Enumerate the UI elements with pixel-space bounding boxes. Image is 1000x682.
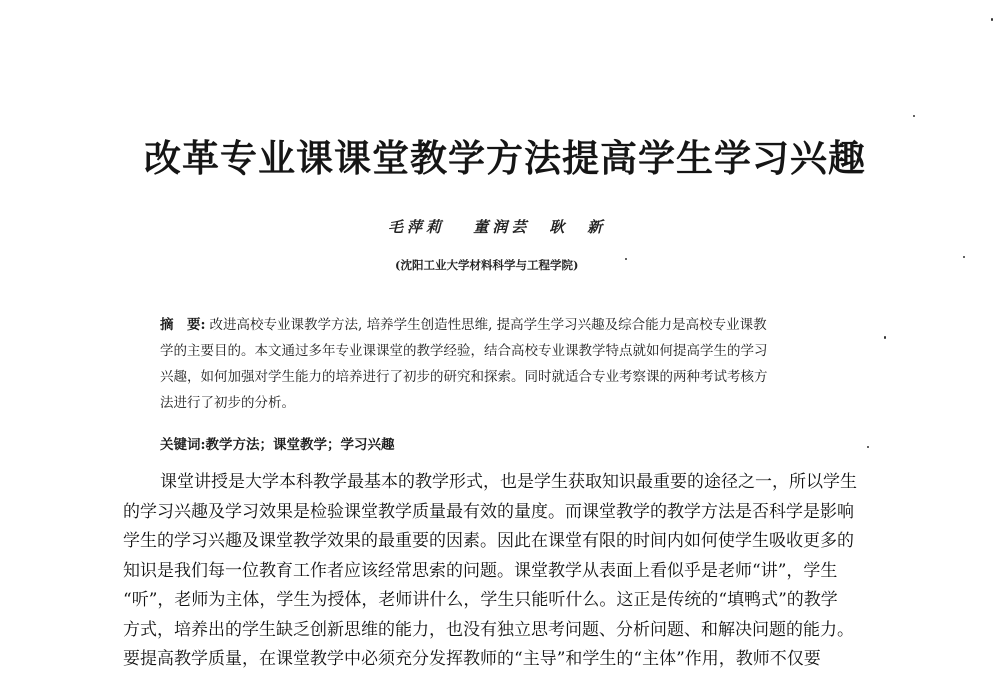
- abstract-line: 法进行了初步的分析。: [160, 395, 295, 411]
- scan-speck: [991, 18, 993, 21]
- abstract-line: 摘 要: 改进高校专业课教学方法, 培养学生创造性思维, 提高学生学习兴趣及综合能力是高校专业课教: [160, 317, 767, 333]
- body-line: “听”，老师为主体，学生为授体，老师讲什么，学生只能听什么。这正是传统的“填鸭式”的教学: [123, 590, 838, 610]
- scan-speck: [867, 446, 869, 448]
- body-line: 课堂讲授是大学本科教学最基本的教学形式，也是学生获取知识最重要的途径之一，所以学生: [160, 472, 857, 492]
- body-text: [0, 468, 1000, 675]
- keywords: [160, 433, 860, 453]
- scan-speck: [884, 336, 886, 339]
- scan-speck: [913, 115, 915, 117]
- scan-speck: [625, 258, 627, 260]
- abstract-line: 兴趣，如何加强对学生能力的培养进行了初步的研究和探索。同时就适合专业考察课的两种考试考核方: [160, 369, 768, 385]
- affiliation: (沈阳工业大学材料科学与工程学院): [395, 258, 579, 272]
- scan-speck: [963, 256, 965, 258]
- abstract-label: 摘 要:: [160, 317, 206, 333]
- body-line: 学生的学习兴趣及课堂教学效果的最重要的因素。因此在课堂有限的时间内如何使学生吸收更多的: [123, 531, 854, 551]
- keywords-label: 关键词:: [160, 437, 206, 453]
- paper-title: 改革专业课课堂教学方法提高学生学习兴趣: [144, 136, 866, 180]
- keywords-text: 教学方法；课堂教学；学习兴趣: [205, 437, 395, 453]
- body-line: 知识是我们每一位教育工作者应该经常思索的问题。课堂教学从表面上看似乎是老师“讲”，学生: [123, 560, 838, 581]
- body-line: 要提高教学质量，在课堂教学中必须充分发挥教师的“主导”和学生的“主体”作用，教师不仅要: [123, 649, 821, 669]
- body-line: 方式，培养出的学生缺乏创新思维的能力，也没有独立思考问题、分析问题、和解决问题的能力。: [123, 619, 854, 640]
- abstract-line: 学的主要目的。本文通过多年专业课课堂的教学经验，结合高校专业课教学特点就如何提高学生的学习: [160, 343, 768, 359]
- body-line: 的学习兴趣及学习效果是检验课堂教学质量最有效的量度。而课堂教学的教学方法是否科学是影响: [123, 501, 854, 522]
- authors: 毛萍莉 董润芸 耿 新: [388, 218, 607, 236]
- abstract: [160, 312, 860, 416]
